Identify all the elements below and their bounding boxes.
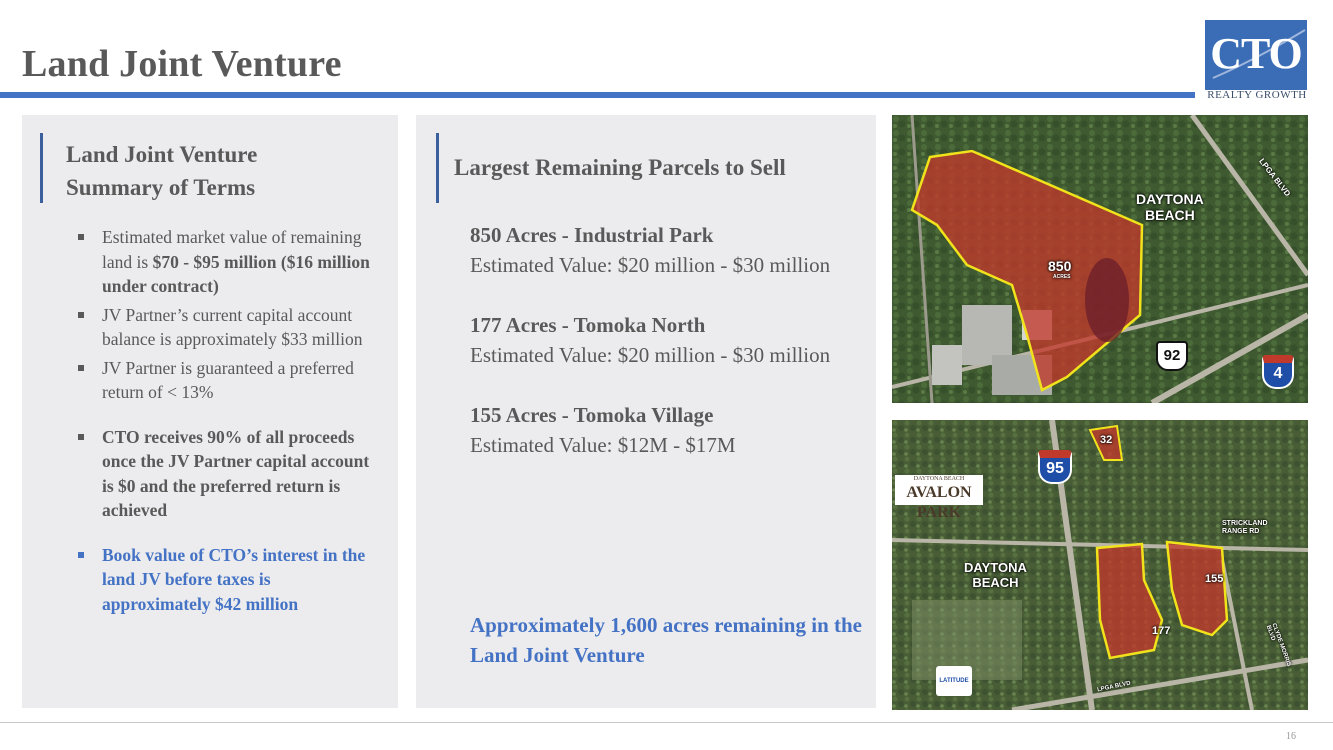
list-item — [78, 356, 378, 405]
parcel-acres-label: 850 — [1048, 258, 1072, 274]
summary-heading-line2: Summary of Terms — [66, 175, 256, 200]
list-item — [78, 225, 378, 299]
page-number: 16 — [1286, 731, 1296, 742]
interstate-shield-icon: 4 — [1262, 355, 1294, 389]
list-item — [78, 303, 378, 352]
cto-logo — [1205, 20, 1307, 90]
bullet-text: Book value of CTO’s interest in the land JV before taxes is approximately $42 million — [102, 544, 366, 614]
avalon-park-logo — [895, 475, 983, 521]
footer-divider — [0, 722, 1333, 723]
map-city-label: DAYTONA BEACH — [1136, 191, 1204, 223]
bullet-icon — [78, 365, 84, 371]
brand-text: AVALON PARK — [906, 484, 972, 521]
parcels-list — [470, 220, 870, 460]
bullet-text: Estimated market value of remaining land is — [102, 227, 362, 272]
heading-accent-bar — [436, 133, 439, 203]
parcels-heading: Largest Remaining Parcels to Sell — [454, 155, 786, 180]
aerial-map-industrial-park — [892, 115, 1308, 403]
summary-heading — [66, 138, 257, 204]
list-item — [78, 543, 378, 617]
bullet-text: JV Partner is guaranteed a preferred return of < 13% — [102, 357, 354, 402]
parcel-item — [470, 400, 870, 460]
latitude-logo: LATITUDE — [936, 666, 972, 696]
terms-list — [78, 225, 378, 620]
brand-small-text: DAYTONA BEACH — [913, 476, 965, 482]
summary-heading-line1: Land Joint Venture — [66, 142, 258, 167]
title-divider — [0, 92, 1195, 98]
us-route-shield-icon: 92 — [1156, 341, 1188, 371]
parcel-item — [470, 310, 870, 370]
parcel-acres-unit: ACRES — [1053, 274, 1071, 280]
map-city-label: DAYTONA BEACH — [964, 560, 1027, 590]
parcel-item — [470, 220, 870, 280]
parcel-label-155: 155 — [1205, 573, 1224, 585]
bullet-icon — [78, 434, 84, 440]
bullet-text-bold: $70 - $95 million ($16 million under contract) — [102, 251, 370, 296]
bullet-icon — [78, 552, 84, 558]
parcel-name: 177 Acres - Tomoka North — [470, 313, 706, 337]
road-label: STRICKLAND RANGE RD — [1222, 520, 1268, 535]
logo-text: CTO — [1210, 29, 1302, 78]
parcel-name: 155 Acres - Tomoka Village — [470, 403, 714, 427]
parcel-value: Estimated Value: $20 million - $30 million — [470, 253, 831, 277]
parcel-label-177: 177 — [1152, 625, 1171, 637]
bullet-icon — [78, 312, 84, 318]
bullet-icon — [78, 234, 84, 240]
aerial-map-tomoka — [892, 420, 1308, 710]
bullet-text: JV Partner’s current capital account balance is approximately $33 million — [102, 304, 363, 349]
logo-tagline: REALTY GROWTH — [1207, 89, 1307, 101]
parcel-label-32: 32 — [1100, 434, 1113, 446]
bullet-text: CTO receives 90% of all proceeds once the JV Partner capital account is $0 and the preferred return is achieved — [102, 426, 370, 520]
list-item — [78, 425, 378, 523]
parcel-value: Estimated Value: $12M - $17M — [470, 433, 736, 457]
heading-accent-bar — [40, 133, 43, 203]
page-title: Land Joint Venture — [22, 43, 342, 85]
aerial-map-image — [892, 115, 1308, 403]
road-label: LPGA BLVD — [1096, 680, 1132, 694]
parcel-value: Estimated Value: $20 million - $30 million — [470, 343, 831, 367]
interstate-shield-icon: 95 — [1038, 450, 1072, 484]
acres-summary: Approximately 1,600 acres remaining in the Land Joint Venture — [470, 613, 862, 667]
parcel-name: 850 Acres - Industrial Park — [470, 223, 714, 247]
road-label: LPGA BLVD — [1257, 156, 1293, 199]
road-label: CLYDE MORRIS BLVD — [1264, 622, 1292, 668]
